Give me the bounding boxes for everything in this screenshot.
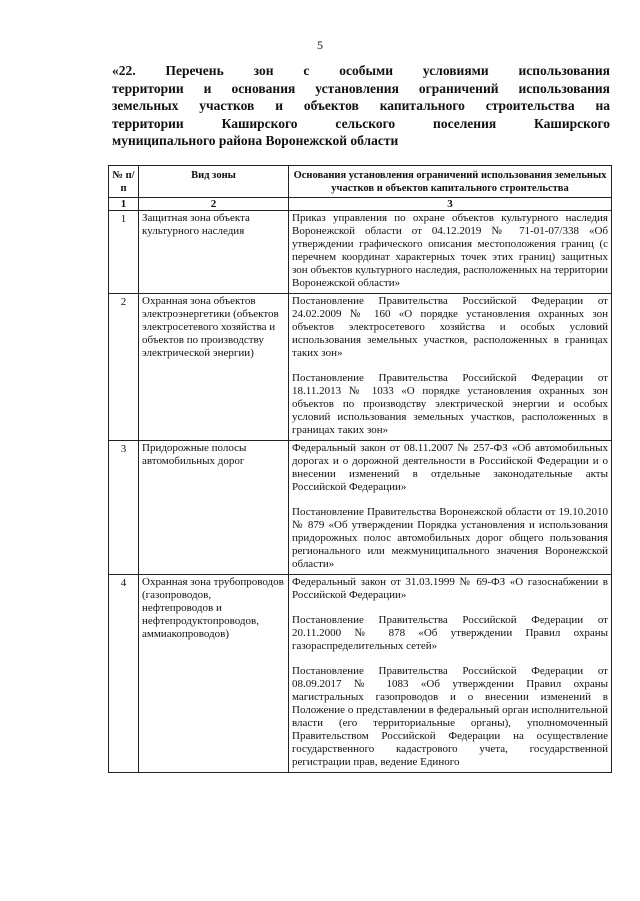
basis-document: Постановление Правительства Российской Федерации от 20.11.2000 № 878 «Об утверждении Правил охраны газораспределительных сетей» (292, 614, 608, 652)
basis-cell (289, 294, 612, 441)
table-row (109, 294, 612, 441)
table-index-row (109, 198, 612, 211)
heading-line: «22. Перечень зон с особыми условиями использования (112, 63, 610, 78)
table-row (109, 575, 612, 773)
header-number: № п/п (109, 166, 139, 198)
page-number: 5 (317, 38, 323, 52)
zone-type: Охранная зона объектов электроэнергетики (объектов электросетевого хозяйства и объектов по производству электрической энергии) (139, 294, 289, 441)
zones-table (108, 165, 612, 773)
basis-cell (289, 441, 612, 575)
index-cell: 1 (109, 198, 139, 211)
header-zone-type: Вид зоны (139, 166, 289, 198)
zone-type: Придорожные полосы автомобильных дорог (139, 441, 289, 575)
basis-cell (289, 575, 612, 773)
table-row (109, 211, 612, 294)
header-basis: Основания установления ограничений использования земельных участков и объектов капитального строительства (289, 166, 612, 198)
basis-cell (289, 211, 612, 294)
table-row (109, 441, 612, 575)
basis-document: Постановление Правительства Воронежской области от 19.10.2010 № 879 «Об утверждении Порядка установления и использования придорожных полос автомобильных дорог общего пользования регионального или межмуниципального значения Воронежской области» (292, 506, 608, 570)
row-number: 3 (109, 441, 139, 575)
heading-line: муниципального района Воронежской области (112, 133, 399, 148)
basis-document: Постановление Правительства Российской Федерации от 18.11.2013 № 1033 «О порядке установления охранных зон объектов по производству электрической энергии и особых условий использования земельных участков, расположенных в границах таких зон» (292, 372, 608, 436)
heading-line: земельных участков и объектов капитального строительства на (112, 98, 610, 113)
heading-line: территории Каширского сельского поселения Каширского (112, 115, 610, 131)
row-number: 1 (109, 211, 139, 294)
basis-document: Федеральный закон от 31.03.1999 № 69-ФЗ «О газоснабжении в Российской Федерации» (292, 576, 608, 601)
basis-document: Федеральный закон от 08.11.2007 № 257-ФЗ «Об автомобильных дорогах и о дорожной деятельности в Российской Федерации и о внесении изменений в отдельные законодательные акты Российской Федерации» (292, 442, 608, 493)
row-number: 4 (109, 575, 139, 773)
basis-document: Постановление Правительства Российской Федерации от 08.09.2017 № 1083 «Об утверждении Правил охраны магистральных газопроводов и о внесении изменений в Положение о представлении в федеральный орган исполнительной власти (его территориальные органы), уполномоченный Правительством Российской Федерации на осуществление государственного кадастрового учета, государственной регистрации прав, ведение Единого (292, 665, 608, 768)
index-cell: 3 (289, 198, 612, 211)
row-number: 2 (109, 294, 139, 441)
basis-document: Постановление Правительства Российской Федерации от 24.02.2009 № 160 «О порядке установления охранных зон объектов электросетевого хозяйства и особых условий использования земельных участков, расположенных в границах таких зон» (292, 295, 608, 359)
basis-document: Приказ управления по охране объектов культурного наследия Воронежской области от 04.12.2019 № 71-01-07/338 «Об утверждении графического описания местоположения границ (с перечнем координат характерных точек этих границ) защитных зон объектов культурного наследия, расположенных на территории Воронежской области» (292, 212, 608, 289)
zone-type: Охранная зона трубопроводов (газопроводов, нефтепроводов и нефтепродуктопроводов, аммиакопроводов) (139, 575, 289, 773)
index-cell: 2 (139, 198, 289, 211)
zone-type: Защитная зона объекта культурного наследия (139, 211, 289, 294)
heading-line: территории и основания установления ограничений использования (112, 80, 610, 96)
section-heading (112, 62, 610, 150)
table-header-row (109, 166, 612, 198)
